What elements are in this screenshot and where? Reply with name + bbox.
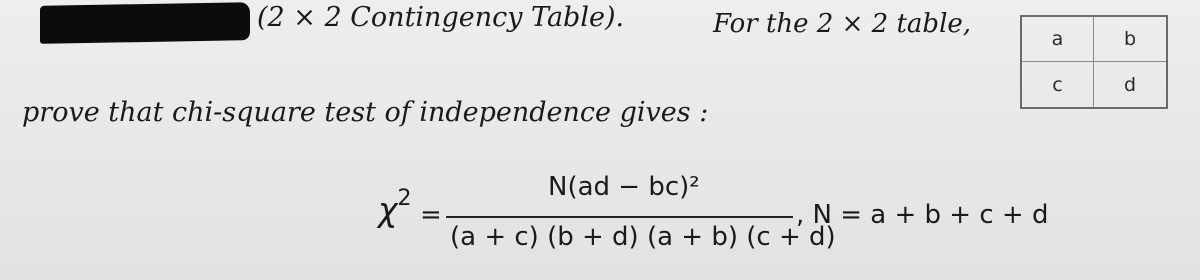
table-cell-a: a [1022,17,1094,62]
n-definition: , N = a + b + c + d [796,200,1049,230]
problem-statement: prove that chi-square test of independence gives : [22,97,709,128]
formula-denominator: (a + c) (b + d) (a + b) (c + d) [450,222,836,252]
table-cell-b: b [1094,17,1166,62]
formula-numerator: N(ad − bc)² [548,172,700,202]
chi-symbol: χ [378,190,398,229]
fraction-bar [446,216,793,218]
chi-exponent: 2 [397,186,412,211]
equals-sign: = [420,200,442,230]
table-cell-c: c [1022,62,1094,107]
formula-lhs [378,186,412,229]
problem-heading: (2 × 2 Contingency Table). [257,2,625,33]
table-cell-d: d [1123,73,1137,96]
table-caption: For the 2 × 2 table, [713,9,972,39]
